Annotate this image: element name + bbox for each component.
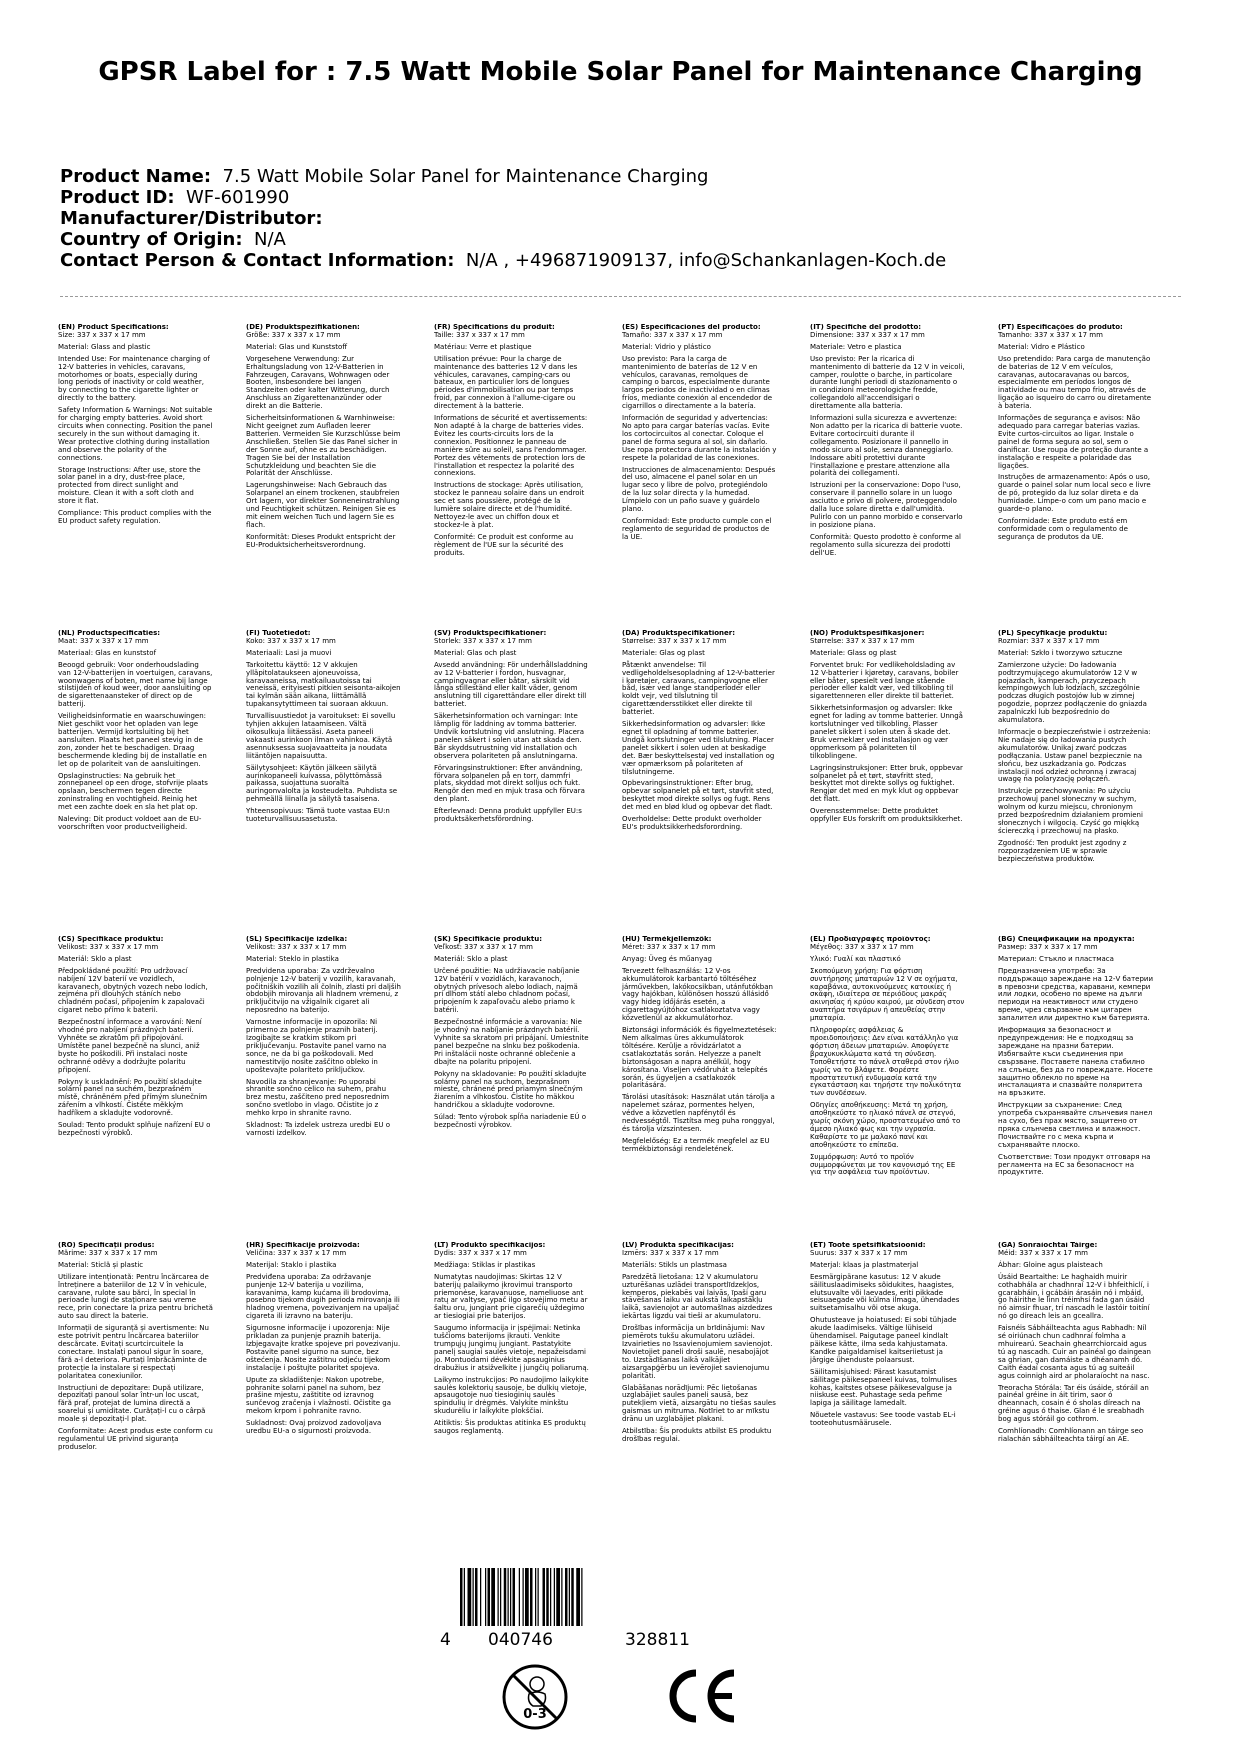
language-block-heading: (PL) Specyfikacje produktu: <box>998 630 1108 637</box>
language-block-heading: (GA) Sonraíochtaí Táirge: <box>998 1242 1098 1249</box>
language-block-line: Materiaal: Glas en kunststof <box>58 648 157 657</box>
language-block-line: Materijal: Staklo i plastika <box>246 1260 337 1269</box>
language-block-line: Conformità: Questo prodotto è conforme al regolamento sulla sicurezza dei prodotti dell'UE. <box>810 532 962 557</box>
language-block-line: Informații de siguranță și avertismente: Nu este potrivit pentru încărcarea bateriilor descărcate. Evitați scurtcircuitele la conectare. Instalați panoul sigur în soare, fără a-l deteriora. Purtați îmbrăcăminte de protecție la instalare și respectați polaritatea conexiunilor. <box>58 1324 209 1380</box>
info-label: Country of Origin: <box>60 229 243 250</box>
language-block-heading: (ES) Especificaciones del producto: <box>622 324 761 331</box>
language-block-line: Informações de segurança e avisos: Não adequado para carregar baterias vazias. Evite curtos-circuitos ao ligar. Instale o painel de forma segura ao sol, sem o danificar. Use roupa de proteção durante a instalação e respeite a polaridade das ligações. <box>998 414 1149 470</box>
barcode-right-digits: 328811 <box>625 1630 690 1650</box>
language-block-line: Материал: Стъкло и пластмаса <box>998 954 1114 963</box>
language-block-heading: (SL) Specifikacije izdelka: <box>246 936 348 943</box>
language-block-line: Yhteensopivuus: Tämä tuote vastaa EU:n tuoteturvallisuusasetusta. <box>246 807 390 824</box>
language-block-line: Naleving: Dit product voldoet aan de EU-voorschriften voor productveiligheid. <box>58 815 202 831</box>
language-block-line: Numatytas naudojimas: Skirtas 12 V baterijų palaikymo įkrovimui transporto priemonėse, karavanuose, nameliuose ant ratų ar valtyse, ypač ilgo stovėjimo metu ar šaltu oru, jungiant prie cigarečių uždegimo ar tiesiogiai prie baterijos. <box>434 1272 588 1321</box>
language-block <box>810 630 965 910</box>
info-value: N/A <box>254 229 286 250</box>
barcode-left-digits: 040746 <box>488 1630 553 1650</box>
language-block-line: Určené použitie: Na udržiavacie nabíjanie 12V batérií v vozidlách, karavanoch, obytných prívesoch alebo lodiach, najmä pri dlhom státí alebo chladnom počasí, pripojením k zapaľovaču alebo priamo k batérii. <box>434 966 580 1015</box>
info-label: Product Name: <box>60 166 212 187</box>
language-block-line: Medžiaga: Stiklas ir plastikas <box>434 1260 536 1269</box>
language-block-line: Påtænkt anvendelse: Til vedligeholdelsesopladning af 12-V-batterier i køretøjer, caravans, campingvogne eller båd, især ved lange standperioder eller koldt vejr, ved tilslutning til cigarettændersstikket eller direkte til batteriet. <box>622 660 775 717</box>
language-block-heading: (NO) Produktspesifikasjoner: <box>810 630 925 637</box>
language-block-line: Megfelelőség: Ez a termék megfelel az EU termékbiztonsági rendeletének. <box>622 1136 770 1153</box>
language-block-line: Uso previsto: Per la ricarica di mantenimento di batterie da 12 V in veicoli, camper, roulotte o barche, in particolare durante lunghi periodi di stazionamento o in condizioni meteorologiche fredde, collegandolo all'accendisigari o direttamente alla batteria. <box>810 354 965 411</box>
language-block-line: Overholdelse: Dette produkt overholder EU's produktsikkerhedsforordning. <box>622 815 762 831</box>
language-block-line: Anyag: Üveg és műanyag <box>622 954 712 963</box>
language-block-line: Sikkerhetsinformasjon og advarsler: Ikke egnet for lading av tomme batterier. Unngå kortslutninger ved tilkobling. Plasser panelet sikkert i solen uten å skade det. Bruk verneklær ved installasjon og vær oppmerksom på polariteten til tilkoblingene. <box>810 704 963 760</box>
language-block-line: Μέγεθος: 337 x 337 x 17 mm <box>810 942 914 951</box>
language-block-heading: (NL) Productspecificaties: <box>58 630 161 637</box>
language-block-line: Materiāls: Stikls un plastmasa <box>622 1260 727 1269</box>
language-block-line: Treoracha Stórála: Tar éis úsáide, stóráil an painéal gréine in áit tirim, saor ó dheannach, cosain é ó sholas díreach na gréine agus ó thaise. Glan é le sreabhadh bog agus stóráil go cothrom. <box>998 1383 1149 1424</box>
language-block-line: Säkerhetsinformation och varningar: Inte lämplig för laddning av tomma batterier. Undvik kortslutning vid anslutning. Placera panelen säkert i solen utan att skada den. Bär skyddsutrustning vid installation och observera polariteten på anslutningarna. <box>434 712 585 760</box>
language-block-line: Forventet bruk: For vedlikeholdslading av 12 V-batterier i kjøretøy, caravans, bobiler eller båter, spesielt ved lange stående perioder eller kaldt vær, ved tilkobling til sigarettenneren eller direkte til batteriet. <box>810 660 959 701</box>
language-block-line: Instructions de stockage: Après utilisation, stockez le panneau solaire dans un endroit sec et sans poussière, protégé de la lumière solaire directe et de l'humidité. Nettoyez-le avec un chiffon doux et stockez-le à plat. <box>434 481 585 529</box>
language-block-line: Instrucciones de almacenamiento: Después del uso, almacene el panel solar en un lugar seco y libre de polvo, protegiéndolo de la luz solar directa y la humedad. Límpielo con un paño suave y guárdelo plano. <box>622 465 776 514</box>
language-block-line: Pokyny na skladovanie: Po použití skladujte solárny panel na suchom, bezprašnom mieste, chránené pred priamym slnečným žiarením a vlhkosťou. Čistite ho mäkkou handričkou a skladujte vodorovne. <box>434 1069 587 1110</box>
language-block-line: Uso pretendido: Para carga de manutenção de baterias de 12 V em veículos, caravanas, autocaravanas ou barcos, especialmente em períodos longos de inatividade ou mau tempo frio, através de ligação ao isqueiro do carro ou diretamente à bateria. <box>998 354 1152 411</box>
info-value: 7.5 Watt Mobile Solar Panel for Maintenance Charging <box>222 166 709 187</box>
language-block-line: Utilisation prévue: Pour la charge de maintenance des batteries 12 V dans les véhicules, caravanes, camping-cars ou bateaux, en particulier lors de longues périodes d'immobilisation ou par temps froid, par connexion à l'allume-cigare ou directement à la batterie. <box>434 354 578 411</box>
language-block-line: Materiale: Vetro e plastica <box>810 342 902 351</box>
info-manufacturer <box>60 208 1181 229</box>
language-block-line: Информация за безопасност и предупреждения: Не е подходящ за зареждане на празни батерии. Избягвайте къси съединения при свързване. Поставете панела стабилно на слънце, без да го повреждате. Носете защитно облекло по време на инсталацията и спазвайте поляритета на връзките. <box>998 1026 1153 1098</box>
language-block-line: Förvaringsinstruktioner: Efter användning, förvara solpanelen på en torr, dammfri plats, skyddad mot direkt solljus och fukt. Rengör den med en mjuk trasa och förvara den plant. <box>434 763 585 804</box>
language-block-line: Bezpečnostní informace a varování: Není vhodné pro nabíjení prázdných baterií. Vyhněte se zkratům při připojování. Umístěte panel bezpečně na slunci, aniž byste ho poškodili. Při instalaci noste ochranné oděvy a dodržujte polaritu připojení. <box>58 1018 202 1074</box>
language-block-line: Material: Vidrio y plástico <box>622 342 711 351</box>
language-block-line: Предназначена употреба: За поддържащо зареждане на 12-V батерии в превозни средства, каравани, кемпери или лодки, особено по време на дълги периоди на неактивност или студено време, чрез свързване към цигарен запалител или директно към батерията. <box>998 966 1153 1023</box>
language-block-line: Biztonsági információk és figyelmeztetések: Nem alkalmas üres akkumulátorok töltésére. Kerülje a rövidzárlatot a csatlakoztatás során. Helyezze a panelt biztonságosan a napra anélkül, hogy károsítana. Viseljen védőruhát a telepítés során, és ügyeljen a csatlakozók polaritására. <box>622 1026 777 1090</box>
language-block-line: Upute za skladištenje: Nakon upotrebe, pohranite solarni panel na suhom, bez prašine mjestu, zaštitite od izravnog sunčevog zračenja i vlažnosti. Očistite ga mekom krpom i pohranite ravno. <box>246 1375 392 1416</box>
language-block-line: Sicherheitsinformationen & Warnhinweise: Nicht geeignet zum Aufladen leerer Batterien. Vermeiden Sie Kurzschlüsse beim Anschließen. Stellen Sie das Panel sicher in der Sonne auf, ohne es zu beschädigen. Tragen Sie bei der Installation Schutzkleidung und beachten Sie die Polarität der Anschlüsse. <box>246 414 401 478</box>
language-block-line: Intended Use: For maintenance charging of 12-V batteries in vehicles, caravans, motorhomes or boats, especially during long periods of inactivity or cold weather, by connecting to the cigarette lighter or directly to the battery. <box>58 354 210 403</box>
barcode <box>440 1568 740 1653</box>
language-block-line: Sukladnost: Ovaj proizvod zadovoljava uredbu EU-a o sigurnosti proizvoda. <box>246 1419 382 1436</box>
section-divider <box>60 296 1181 297</box>
language-block-heading: (ET) Toote spetsifikatsioonid: <box>810 1242 926 1249</box>
language-block-line: Ohutusteave ja hoiatused: Ei sobi tühjade akude laadimiseks. Vältige lühiseid ühendamisel. Paigutage paneel kindlalt päikese kätte, ilma seda kahjustamata. Kandke paigaldamisel kaitseriietust ja järgige ühenduste polaarsust. <box>810 1316 957 1364</box>
language-block-line: Storlek: 337 x 337 x 17 mm <box>434 636 532 645</box>
language-block <box>622 324 777 604</box>
language-block-heading: (DE) Produktspezifikationen: <box>246 324 360 331</box>
language-block-line: Úsáid Beartaithe: Le haghaidh muirir cothabhála ar chadhnraí 12-V i bhfeithiclí, i gcarabháin, i gcábáin árasáin nó i mbáid, go háirithe le linn tréimhsí fada gan úsáid nó aimsir fhuar, trí nascadh le lastóir toitíní nó go díreach leis an gceallra. <box>998 1272 1150 1321</box>
info-product-id <box>60 187 1181 208</box>
language-block-line: Mărime: 337 x 337 x 17 mm <box>58 1248 158 1257</box>
language-block-line: Comhlíonadh: Comhlíonann an táirge seo rialachán sábháilteachta táirgí an AE. <box>998 1427 1144 1443</box>
language-block-line: Veľkosť: 337 x 337 x 17 mm <box>434 942 533 951</box>
language-block-line: Tarkoitettu käyttö: 12 V akkujen ylläpitolataukseen ajoneuvoissa, karavaaneissa, matkailuautoissa tai veneissä, erityisesti pitkien seisonta-aikojen tai kylmän sään aikana, liittämällä tupakansytyttimeen tai suoraan akkuun. <box>246 660 401 709</box>
age-warning-icon <box>500 1662 570 1732</box>
language-block-line: Conformidade: Este produto está em conformidade com o regulamento de segurança de produtos da UE. <box>998 516 1128 541</box>
language-block-line: Tamanho: 337 x 337 x 17 mm <box>998 330 1103 339</box>
language-block-heading: (SK) Špecifikácie produktu: <box>434 936 543 943</box>
language-block-line: Conformité: Ce produit est conforme au règlement de l'UE sur la sécurité des produits. <box>434 532 574 557</box>
language-block-line: Súlad: Tento výrobok spĺňa nariadenie EÚ o bezpečnosti výrobkov. <box>434 1113 587 1130</box>
language-block-line: Maat: 337 x 337 x 17 mm <box>58 636 149 645</box>
language-grid <box>58 324 1188 1554</box>
language-block-line: Glabāšanas norādījumi: Pēc lietošanas uzglabājiet saules paneli sausā, bez putekļiem vietā, aizsargātu no tiešas saules gaismas un mitruma. Notīriet to ar mīkstu drānu un uzglabājiet plakani. <box>622 1383 776 1424</box>
language-block <box>810 1242 965 1522</box>
language-block <box>622 630 777 910</box>
language-block-line: Materiál: Sklo a plast <box>58 954 132 963</box>
language-block-line: Navodila za shranjevanje: Po uporabi shranite sončno celico na suhem, prahu brez mestu, zaščiteno pred neposrednim sončno svetlobo in vlago. Očistite jo z mehko krpo in shranite ravno. <box>246 1077 390 1118</box>
language-block-line: Material: Glas och plast <box>434 648 517 657</box>
language-block-line: Ábhar: Gloine agus plaisteach <box>998 1260 1103 1269</box>
language-block-line: Storage Instructions: After use, store the solar panel in a dry, dust-free place, protected from direct sunlight and moisture. Clean it with a soft cloth and store it flat. <box>58 465 201 506</box>
language-block-line: Size: 337 x 337 x 17 mm <box>58 330 146 339</box>
language-block-line: Materiale: Glas og plast <box>622 648 705 657</box>
language-block <box>434 1242 589 1522</box>
language-block-line: Dimensione: 337 x 337 x 17 mm <box>810 330 925 339</box>
language-block-line: Material: Steklo in plastika <box>246 954 339 963</box>
language-block-heading: (HU) Termékjellemzők: <box>622 936 712 943</box>
language-block-line: Bezpečnostné informácie a varovania: Nie je vhodný na nabíjanie prázdnych batérií. Vyhnite sa skratom pri pripájaní. Umiestnite panel bezpečne na slnku bez poškodenia. Pri inštalácii noste ochranné oblečenie a dbajte na polaritu pripojení. <box>434 1018 589 1066</box>
language-block-line: Instrukcje przechowywania: Po użyciu przechowuj panel słoneczny w suchym, wolnym od kurzu miejscu, chronionym przed bezpośrednim działaniem promieni słonecznych i wilgocią. Czyść go miękką ściereczką i przechowuj na płasko. <box>998 787 1143 835</box>
language-block <box>998 324 1153 604</box>
language-block-line: Veiligheidsinformatie en waarschuwingen: Niet geschikt voor het opladen van lege batterijen. Vermijd kortsluiting bij het aansluiten. Plaats het paneel stevig in de zon, zonder het te beschadigen. Draag beschermende kleding bij de installatie en let op de polariteit van de aansluitingen. <box>58 712 207 768</box>
language-block <box>246 630 401 910</box>
language-block-heading: (RO) Specificații produs: <box>58 1242 155 1249</box>
language-block-line: Atitiktis: Šis produktas atitinka ES produktų saugos reglamentą. <box>434 1419 586 1436</box>
language-block-line: Konformität: Dieses Produkt entspricht der EU-Produktsicherheitsverordnung. <box>246 532 396 549</box>
language-block <box>998 936 1153 1216</box>
language-block-line: Materiaali: Lasi ja muovi <box>246 648 332 657</box>
language-block-line: Overensstemmelse: Dette produktet oppfyller EUs forskrift om produktsikkerhet. <box>810 807 963 824</box>
product-info <box>60 166 1181 271</box>
barcode-bars <box>460 1568 720 1630</box>
language-block-line: Conformitate: Acest produs este conform cu regulamentul UE privind siguranța produselor. <box>58 1427 213 1451</box>
language-block-line: Informations de sécurité et avertissements: Non adapté à la charge de batteries vides. Évitez les courts-circuits lors de la connexion. Positionnez le panneau de manière sûre au soleil, sans l'endommager. Portez des vêtements de protection lors de l'installation et respectez la polarité des connexions. <box>434 414 588 478</box>
language-block <box>810 324 965 604</box>
language-block-line: Avsedd användning: För underhållsladdning av 12 V-batterier i fordon, husvagnar, campingvagnar eller båtar, särskilt vid långa stilleständ eller kallt väder, genom anslutning till cigarettändare eller direkt till batteriet. <box>434 660 588 709</box>
language-block <box>998 1242 1153 1522</box>
language-block <box>58 1242 213 1522</box>
language-block-line: Tamaño: 337 x 337 x 17 mm <box>622 330 723 339</box>
language-block <box>998 630 1153 910</box>
language-block-line: Uso previsto: Para la carga de mantenimiento de baterías de 12 V en vehículos, caravanas, remolques de camping o barcos, especialmente durante largos periodos de inactividad o en climas fríos, mediante conexión al encendedor de cigarrillos o directamente a la batería. <box>622 354 773 411</box>
language-block-line: Οδηγίες αποθήκευσης: Μετά τη χρήση, αποθηκεύστε το ηλιακό πάνελ σε στεγνό, χωρίς σκόνη χώρο, προστατευμένο από το άμεσο ηλιακό φως και την υγρασία. Καθαρίστε το με μαλακό πανί και αποθηκεύστε το επίπεδα. <box>810 1101 961 1149</box>
language-block-line: Zgodność: Ten produkt jest zgodny z rozporządzeniem UE w sprawie bezpieczeństwa produktów. <box>998 838 1127 863</box>
language-block-line: Información de seguridad y advertencias: No apto para cargar baterías vacías. Evite los cortocircuitos al conectar. Coloque el panel de forma segura al sol, sin dañarlo. Use ropa protectora durante la instalación y respete la polaridad de las conexiones. <box>622 414 777 462</box>
language-block-line: Πληροφορίες ασφάλειας & προειδοποιήσεις: Δεν είναι κατάλληλο για φόρτιση άδειων μπαταριών. Αποφύγετε βραχυκυκλώματα κατά τη σύνδεση. Τοποθετήστε το πάνελ σταθερά στον ήλιο χωρίς να το βλάψετε. Φορέστε προστατευτική ενδυμασία κατά την εγκατάσταση και τηρήστε την πολικότητα των συνδέσεων. <box>810 1026 962 1098</box>
language-block-line: Predviđena uporaba: Za održavanje punjenje 12-V baterija u vozilima, karavanima, kamp kućama ili brodovima, posebno tijekom dugih perioda mirovanja ili hladnog vremena, povezivanjem na upaljač cigareta ili izravno na bateriju. <box>246 1272 400 1321</box>
language-block-line: Instruções de armazenamento: Após o uso, guarde o painel solar num local seco e livre de pó, protegido da luz solar direta e da humidade. Limpe-o com um pano macio e guarde-o plano. <box>998 473 1151 514</box>
language-block-line: Taille: 337 x 337 x 17 mm <box>434 330 525 339</box>
language-block-line: Materiale: Glass og plast <box>810 648 897 657</box>
info-value: N/A , +496871909137, info@Schankanlagen-Koch.de <box>465 250 947 271</box>
language-block <box>58 630 213 910</box>
language-block <box>434 936 589 1216</box>
language-block-line: Størrelse: 337 x 337 x 17 mm <box>810 636 915 645</box>
info-label: Product ID: <box>60 187 175 208</box>
info-label: Contact Person & Contact Information: <box>60 250 455 271</box>
language-block-heading: (CS) Specifikace produktu: <box>58 936 164 943</box>
language-block-line: Συμμόρφωση: Αυτό το προϊόν συμμορφώνεται με τον κανονισμό της ΕΕ για την ασφάλεια των προϊόντων. <box>810 1152 956 1177</box>
language-block-line: Vorgesehene Verwendung: Zur Erhaltungsladung von 12-V-Batterien in Fahrzeugen, Caravans, Wohnwagen oder Booten, insbesondere bei langen Standzeiten oder kalter Witterung, durch Anschluss an Zigarettenanzünder oder direkt an die Batterie. <box>246 354 390 411</box>
language-block <box>246 1242 401 1522</box>
language-block-line: Sikkerhedsinformation og advarsler: Ikke egnet til opladning af tomme batterier. Undgå kortslutninger ved tilslutning. Placer panelet sikkert i solen uden at beskadige det. Bær beskyttelsestøj ved installation og vær opmærksom på polariteten af tilslutningerne. <box>622 720 775 776</box>
language-block-heading: (EN) Product Specifications: <box>58 324 169 331</box>
language-block-line: Izmērs: 337 x 337 x 17 mm <box>622 1248 719 1257</box>
language-block-line: Predvidena uporaba: Za vzdrževalno polnjenje 12-V baterij v vozilih, karavanah, počitniških vozilih ali čolnih, zlasti pri daljših obdobjih mirovanja ali hladnem vremenu, z priključitvijo na vžigalnik cigaret ali neposredno na baterijo. <box>246 966 401 1015</box>
language-block-line: Safety Information & Warnings: Not suitable for charging empty batteries. Avoid short circuits when connecting. Position the panel securely in the sun without damaging it. Wear protective clothing during installation and observe the polarity of the connections. <box>58 406 213 462</box>
language-block-line: Lagerungshinweise: Nach Gebrauch das Solarpanel an einem trockenen, staubfreien Ort lagern, vor direkter Sonneneinstrahlung und Feuchtigkeit schützen. Reinigen Sie es mit einem weichen Tuch und lagern Sie es flach. <box>246 481 400 529</box>
language-block-line: Faisnéis Sábháilteachta agus Rabhadh: Níl sé oiriúnach chun cadhnraí folmha a mhuirearú. Seachain ghearrchiorcaid agus tú ag nascadh. Cuir an painéal go daingean sa ghrian, gan damáiste a dhéanamh dó. Caith éadaí cosanta agus tú ag suiteáil agus coinnigh aird ar pholaraíocht na nasc. <box>998 1324 1151 1380</box>
language-block-heading: (BG) Спецификации на продукта: <box>998 936 1135 943</box>
language-block-line: Istruzioni per la conservazione: Dopo l'uso, conservare il pannello solare in un luogo asciutto e privo di polvere, proteggendolo dalla luce solare diretta e dall'umidità. Pulirlo con un panno morbido e conservarlo in posizione piana. <box>810 481 963 529</box>
language-block-line: Informazioni sulla sicurezza e avvertenze: Non adatto per la ricarica di batterie vuote. Evitare cortocircuiti durante il collegamento. Posizionare il pannello in modo sicuro al sole, senza danneggiarlo. Indossare abiti protettivi durante l'installazione e prestare attenzione alla polarità dei collegamenti. <box>810 414 963 478</box>
language-block <box>622 936 777 1216</box>
language-block <box>58 936 213 1216</box>
language-block-line: Zamierzone użycie: Do ładowania podtrzymującego akumulatorów 12 V w pojazdach, kamperach, przyczepach kempingowych lub łodziach, szczególnie podczas długich postojów lub w zimnej pogodzie, poprzez podłączenie do gniazda zapalniczki lub bezpośrednio do akumulatora. <box>998 660 1147 725</box>
language-block-line: Matériau: Verre et plastique <box>434 342 532 351</box>
language-block-line: Efterlevnad: Denna produkt uppfyller EU:s produktsäkerhetsförordning. <box>434 807 582 824</box>
language-block-line: Dydis: 337 x 337 x 17 mm <box>434 1248 527 1257</box>
language-block-line: Koko: 337 x 337 x 17 mm <box>246 636 336 645</box>
language-block-line: Varnostne informacije in opozorila: Ni primerno za polnjenje praznih baterij. Izogibajte se kratkim stikom pri priključevanju. Postavite panel varno na sonce, ne da bi ga poškodovali. Med namestitvijo nosite zaščitno obleko in upoštevajte polariteto priključkov. <box>246 1018 387 1074</box>
language-block-line: Beoogd gebruik: Voor onderhoudslading van 12-V-batterijen in voertuigen, caravans, woonwagens of boten, met name bij lange stilstijden of koud weer, door aansluiting op de sigarettenaansteker of direct op de batterij. <box>58 660 213 709</box>
language-block <box>810 936 965 1216</box>
language-block-line: Инструкции за съхранение: След употреба съхранявайте слънчевия панел на сухо, без прах място, защитено от пряка слънчева светлина и влажност. Почиствайте го с мека кърпа и съхранявайте плоско. <box>998 1101 1153 1149</box>
language-block-line: Turvallisuustiedot ja varoitukset: Ei sovellu tyhjien akkujen lataamiseen. Vältä oikosulkuja liitäessäsi. Aseta paneeli vakaasti aurinkoon ilman vahinkoa. Käytä asennuksessa suojavaatteita ja noudata liitäntöjen napaisuutta. <box>246 712 396 760</box>
language-block-line: Soulad: Tento produkt splňuje nařízení EU o bezpečnosti výrobků. <box>58 1121 211 1137</box>
language-block <box>58 324 213 604</box>
language-block-line: Veličina: 337 x 337 x 17 mm <box>246 1248 347 1257</box>
info-label: Manufacturer/Distributor: <box>60 208 323 229</box>
language-block-line: Säilitamisjuhised: Pärast kasutamist säilitage päikesepaneel kuivas, tolmulises kohas, kaitstes otsese päikesevalguse ja niiskuse eest. Puhastage seda pehme lapiga ja säilitage lamedalt. <box>810 1367 957 1408</box>
language-block-line: Atbilstība: Šis produkts atbilst ES produktu drošības regulai. <box>622 1427 772 1443</box>
language-block-line: Υλικό: Γυαλί και πλαστικό <box>810 954 901 963</box>
language-block-heading: (SV) Produktspecifikationer: <box>434 630 547 637</box>
language-block-line: Tárolási utasítások: Használat után tárolja a napelemet száraz, pormentes helyen, védve a közvetlen napfénytől és nedvességtől. Tisztítsa meg puha ronggyal, és tárolja vízszintesen. <box>622 1093 775 1133</box>
barcode-lead-digit: 4 <box>440 1630 451 1650</box>
language-block-line: Utilizare intenționată: Pentru încărcarea de întreținere a bateriilor de 12 V în vehicule, caravane, rulote sau bărci, în special în perioade lungi de staționare sau vreme rece, prin conectare la priza pentru brichetă auto sau direct la baterie. <box>58 1272 213 1321</box>
ce-mark-icon <box>660 1665 740 1727</box>
language-block-heading: (LV) Produkta specifikācijas: <box>622 1242 734 1249</box>
language-block <box>246 936 401 1216</box>
language-block-line: Conformidad: Este producto cumple con el reglamento de seguridad de productos de la UE. <box>622 516 772 541</box>
language-block <box>434 630 589 910</box>
language-block-line: Compliance: This product complies with the EU product safety regulation. <box>58 509 212 525</box>
language-block-line: Laikymo instrukcijos: Po naudojimo laikykite saulės kolektorių sausoje, be dulkių vietoje, apsaugotoje nuo tiesioginių saulės spindulių ir drėgmės. Valykite minkštu skudurėliu ir laikykite plokščiai. <box>434 1375 589 1416</box>
language-block-heading: (FI) Tuotetiedot: <box>246 630 311 637</box>
language-block-line: Paredzētā lietošana: 12 V akumulatoru uzturēšanas uzlādei transportlīdzekļos, kemperos, piekabēs vai laivās, īpaši garu stāvēšanas laiku vai aukstā laikapstākļu laikā, savienojot ar automašīnas aizdedzes iekārtas ligzdu vai tieši ar akumulatoru. <box>622 1272 773 1321</box>
language-block-line: Opslaginstructies: Na gebruik het zonnepaneel op een droge, stofvrije plaats opslaan, beschermen tegen directe zoninstraling en vochtigheid. Reinig het met een zachte doek en sla het plat op. <box>58 771 208 812</box>
language-block-heading: (EL) Προδιαγραφές προϊόντος: <box>810 936 931 943</box>
info-contact <box>60 250 1181 271</box>
language-block-heading: (IT) Specifiche del prodotto: <box>810 324 922 331</box>
language-block-line: Nõuetele vastavus: See toode vastab EL-i tooteohutusmäärusele. <box>810 1411 956 1428</box>
language-block-line: Materjal: klaas ja plastmaterjal <box>810 1260 919 1269</box>
info-country-of-origin <box>60 229 1181 250</box>
age-range-label: 0-3 <box>523 1707 547 1722</box>
language-block <box>434 324 589 604</box>
language-block-line: Tervezett felhasználás: 12 V-os akkumulátorok karbantartó töltéséhez járművekben, lakókocsikban, utánfutókban vagy hajókban, különösen hosszú állásidő vagy hideg időjárás esetén, a cigarettagyújtóhoz csatlakoztatva vagy közvetlenül az akkumulátorhoz. <box>622 966 773 1023</box>
info-product-name <box>60 166 1181 187</box>
language-block-line: Opbevaringsinstruktioner: Efter brug, opbevar solpanelet på et tørt, støvfrit sted, beskyttet mod direkte sollys og fugt. Rens det med en blød klud og opbevar det fladt. <box>622 779 774 812</box>
language-block-line: Materiał: Szkło i tworzywo sztuczne <box>998 648 1123 657</box>
language-block-line: Sigurnosne informacije i upozorenja: Nije prikladan za punjenje praznih baterija. Izbjegavajte kratke spojeve pri povezivanju. Postavite panel sigurno na sunce, bez oštećenja. Nosite zaštitnu odjeću tijekom instalacije i poštujte polaritet spojeva. <box>246 1324 401 1372</box>
language-block-line: Předpokládané použití: Pro udržovací nabíjení 12V baterií ve vozidlech, karavanech, obytných vozech nebo lodích, zejména při dlouhých stáních nebo chladném počasí, připojením k zapalovači cigaret nebo přímo k baterii. <box>58 966 208 1015</box>
language-block-line: Material: Vidro e Plástico <box>998 342 1085 351</box>
language-block-line: Säilytysohjeet: Käytön jälkeen säilytä aurinkopaneeli kuivassa, pölyttömässä paikassa, suojattuna suoralta auringonvalolta ja kosteudelta. Puhdista se pehmeällä liinalla ja säilytä tasaisena. <box>246 763 398 804</box>
language-block-line: Размер: 337 x 337 x 17 mm <box>998 942 1098 951</box>
language-block-line: Rozmiar: 337 x 337 x 17 mm <box>998 636 1100 645</box>
language-block-line: Material: Glass and plastic <box>58 342 151 351</box>
info-value: WF-601990 <box>185 187 290 208</box>
language-block-line: Pokyny k uskladnění: Po použití skladujte solární panel na suchém, bezprašném místě, chráněném před přímým slunečním zářením a vlhkostí. Čistěte měkkým hadříkem a skladujte vodorovně. <box>58 1077 208 1118</box>
language-block-line: Eesmärgipärane kasutus: 12 V akude säilituslaadimiseks sõidukites, haagistes, elutsuvalte või laevades, eriti pikkade seisuaegade või külma ilmaga, ühendades suitsetamisalhu või otse akuga. <box>810 1272 960 1313</box>
language-block-heading: (HR) Specifikacije proizvoda: <box>246 1242 360 1249</box>
language-block <box>246 324 401 604</box>
language-block-line: Drošības informācija un brīdinājumi: Nav piemērots tukšu akumulatoru uzlādei. Izvairieties no īssavienojumiem savienojot. Novietojiet paneli droši saulē, nesabojājot to. Uzstādīšanas laikā valkājiet aizsargapģērbu un ievērojiet savienojumu polaritāti. <box>622 1324 773 1380</box>
language-block-heading: (PT) Especificações do produto: <box>998 324 1123 331</box>
language-block-line: Lagringsinstruksjoner: Etter bruk, oppbevar solpanelet på et tørt, støvfritt sted, beskyttet mot direkte sollys og fuktighet. Rengjør det med en myk klut og oppbevar det flatt. <box>810 763 963 804</box>
page-title: GPSR Label for : 7.5 Watt Mobile Solar Panel for Maintenance Charging <box>98 57 1143 87</box>
language-block-line: Méret: 337 x 337 x 17 mm <box>622 942 716 951</box>
language-block-line: Méid: 337 x 337 x 17 mm <box>998 1248 1088 1257</box>
language-block-line: Suurus: 337 x 337 x 17 mm <box>810 1248 908 1257</box>
language-block-heading: (FR) Spécifications du produit: <box>434 324 555 331</box>
language-block-heading: (LT) Produkto specifikacijos: <box>434 1242 546 1249</box>
language-block-line: Saugumo informacija ir įspėjimai: Netinka tuščioms baterijoms įkrauti. Venkite trumpųjų jungimų jungiant. Pastatykite panelį saugiai saulės vietoje, nepažeisdami jo. Montuodami dėvėkite apsauginius drabužius ir atsižvelkite į jungčių poliarumą. <box>434 1324 589 1372</box>
language-block-heading: (DA) Produktspecifikationer: <box>622 630 736 637</box>
language-block-line: Størrelse: 337 x 337 x 17 mm <box>622 636 727 645</box>
language-block-line: Material: Glas und Kunststoff <box>246 342 348 351</box>
language-block-line: Velikost: 337 x 337 x 17 mm <box>246 942 347 951</box>
language-block-line: Größe: 337 x 337 x 17 mm <box>246 330 341 339</box>
language-block-line: Σκοπούμενη χρήση: Για φόρτιση συντήρησης μπαταριών 12 V σε οχήματα, καραβάνια, αυτοκινούμενες κατοικίες ή σκάφη, ιδιαίτερα σε περιόδους μακράς ακινησίας ή κρύου καιρού, με σύνδεση στον αναπτήρα τσιγάρων ή απευθείας στην μπαταρία. <box>810 966 965 1023</box>
language-block-line: Velikost: 337 x 337 x 17 mm <box>58 942 159 951</box>
language-block-line: Съответствие: Този продукт отговаря на регламента на ЕС за безопасност на продуктите. <box>998 1152 1151 1177</box>
language-block-line: Instrucțiuni de depozitare: După utilizare, depozitați panoul solar într-un loc uscat, fără praf, protejat de lumina directă a soarelui și umiditate. Curățați-l cu o cârpă moale și depozitați-l plat. <box>58 1383 206 1424</box>
language-block-line: Skladnost: Ta izdelek ustreza uredbi EU o varnosti izdelkov. <box>246 1121 391 1137</box>
language-block-line: Material: Sticlă și plastic <box>58 1260 144 1269</box>
language-block-line: Informacje o bezpieczeństwie i ostrzeżenia: Nie nadaje się do ładowania pustych akumulatorów. Unikaj zwarć podczas podłączania. Ustaw panel bezpiecznie na słońcu, bez uszkadzania go. Podczas instalacji noś odzież ochronną i zwracaj uwagę na polaryzację połączeń. <box>998 727 1151 784</box>
language-block-line: Materiál: Sklo a plast <box>434 954 508 963</box>
language-block <box>622 1242 777 1522</box>
